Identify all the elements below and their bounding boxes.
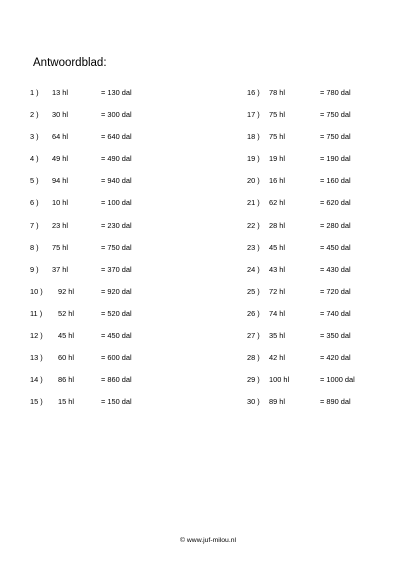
hectoliter-value: 19 hl [269,154,286,164]
item-number: 2 ) [30,110,39,120]
answer-row [247,104,416,126]
item-number: 18 ) [247,132,260,142]
decaliter-answer: = 450 dal [101,331,132,341]
answer-row [30,237,200,259]
item-number: 24 ) [247,264,260,274]
decaliter-answer: = 450 dal [320,242,351,252]
page-title: Antwoordblad: [33,57,107,69]
decaliter-answer: = 780 dal [320,88,351,97]
answer-row [30,303,200,325]
hectoliter-value: 30 hl [52,110,69,120]
item-number: 28 ) [247,353,260,363]
answer-row [247,237,416,259]
answer-row [247,126,416,148]
answers-right-column [247,82,416,413]
answer-row [247,82,416,104]
answer-row [247,347,416,369]
item-number: 12 ) [30,331,43,341]
answer-row [30,391,200,413]
decaliter-answer: = 720 dal [320,286,351,296]
hectoliter-value: 100 hl [269,375,290,385]
answer-row [247,192,416,214]
hectoliter-value: 42 hl [269,353,286,363]
decaliter-answer: = 600 dal [101,353,132,363]
decaliter-answer: = 370 dal [101,264,132,274]
answer-row [247,148,416,170]
decaliter-answer: = 740 dal [320,308,351,318]
hectoliter-value: 75 hl [52,242,69,252]
item-number: 9 ) [30,264,39,274]
hectoliter-value: 62 hl [269,198,286,208]
item-number: 1 ) [30,88,39,97]
decaliter-answer: = 750 dal [320,132,351,142]
hectoliter-value: 64 hl [52,132,69,142]
answer-row [30,347,200,369]
answer-row [247,281,416,303]
item-number: 10 ) [30,286,43,296]
item-number: 8 ) [30,242,39,252]
answer-row [30,148,200,170]
item-number: 5 ) [30,176,39,186]
decaliter-answer: = 190 dal [320,154,351,164]
answer-row [30,259,200,281]
hectoliter-value: 16 hl [269,176,286,186]
item-number: 27 ) [247,331,260,341]
item-number: 19 ) [247,154,260,164]
decaliter-answer: = 430 dal [320,264,351,274]
item-number: 16 ) [247,88,260,97]
decaliter-answer: = 520 dal [101,308,132,318]
item-number: 3 ) [30,132,39,142]
answer-row [247,391,416,413]
decaliter-answer: = 230 dal [101,220,132,230]
item-number: 15 ) [30,397,43,407]
decaliter-answer: = 890 dal [320,397,351,407]
item-number: 6 ) [30,198,39,208]
decaliter-answer: = 920 dal [101,286,132,296]
hectoliter-value: 72 hl [269,286,286,296]
hectoliter-value: 75 hl [269,110,286,120]
hectoliter-value: 94 hl [52,176,69,186]
hectoliter-value: 15 hl [58,397,75,407]
decaliter-answer: = 1000 dal [320,375,355,385]
hectoliter-value: 37 hl [52,264,69,274]
item-number: 26 ) [247,308,260,318]
hectoliter-value: 60 hl [58,353,75,363]
answer-row [30,104,200,126]
answer-row [30,170,200,192]
answer-row [30,369,200,391]
hectoliter-value: 35 hl [269,331,286,341]
hectoliter-value: 10 hl [52,198,69,208]
decaliter-answer: = 130 dal [101,88,132,97]
item-number: 23 ) [247,242,260,252]
hectoliter-value: 43 hl [269,264,286,274]
answer-row [247,303,416,325]
hectoliter-value: 92 hl [58,286,75,296]
decaliter-answer: = 490 dal [101,154,132,164]
answer-row [30,215,200,237]
hectoliter-value: 45 hl [269,242,286,252]
hectoliter-value: 45 hl [58,331,75,341]
answer-row [247,215,416,237]
decaliter-answer: = 280 dal [320,220,351,230]
item-number: 4 ) [30,154,39,164]
answer-row [247,170,416,192]
decaliter-answer: = 640 dal [101,132,132,142]
hectoliter-value: 75 hl [269,132,286,142]
item-number: 22 ) [247,220,260,230]
item-number: 20 ) [247,176,260,186]
item-number: 25 ) [247,286,260,296]
item-number: 17 ) [247,110,260,120]
answer-row [247,325,416,347]
decaliter-answer: = 750 dal [101,242,132,252]
copyright-footer: © www.juf-milou.nl [180,537,236,544]
hectoliter-value: 52 hl [58,308,75,318]
decaliter-answer: = 860 dal [101,375,132,385]
item-number: 30 ) [247,397,260,407]
decaliter-answer: = 160 dal [320,176,351,186]
answer-row [30,192,200,214]
hectoliter-value: 89 hl [269,397,286,407]
hectoliter-value: 23 hl [52,220,69,230]
item-number: 7 ) [30,220,39,230]
decaliter-answer: = 350 dal [320,331,351,341]
hectoliter-value: 49 hl [52,154,69,164]
item-number: 11 ) [30,308,43,318]
hectoliter-value: 13 hl [52,88,69,97]
decaliter-answer: = 100 dal [101,198,132,208]
decaliter-answer: = 300 dal [101,110,132,120]
answer-row [30,82,200,104]
item-number: 21 ) [247,198,260,208]
answer-row [247,259,416,281]
item-number: 14 ) [30,375,43,385]
answer-row [30,325,200,347]
item-number: 13 ) [30,353,43,363]
hectoliter-value: 74 hl [269,308,286,318]
answer-row [247,369,416,391]
hectoliter-value: 86 hl [58,375,75,385]
answers-left-column [30,82,200,413]
decaliter-answer: = 940 dal [101,176,132,186]
decaliter-answer: = 420 dal [320,353,351,363]
decaliter-answer: = 750 dal [320,110,351,120]
answer-row [30,281,200,303]
answer-row [30,126,200,148]
hectoliter-value: 78 hl [269,88,286,97]
decaliter-answer: = 620 dal [320,198,351,208]
decaliter-answer: = 150 dal [101,397,132,407]
item-number: 29 ) [247,375,260,385]
hectoliter-value: 28 hl [269,220,286,230]
